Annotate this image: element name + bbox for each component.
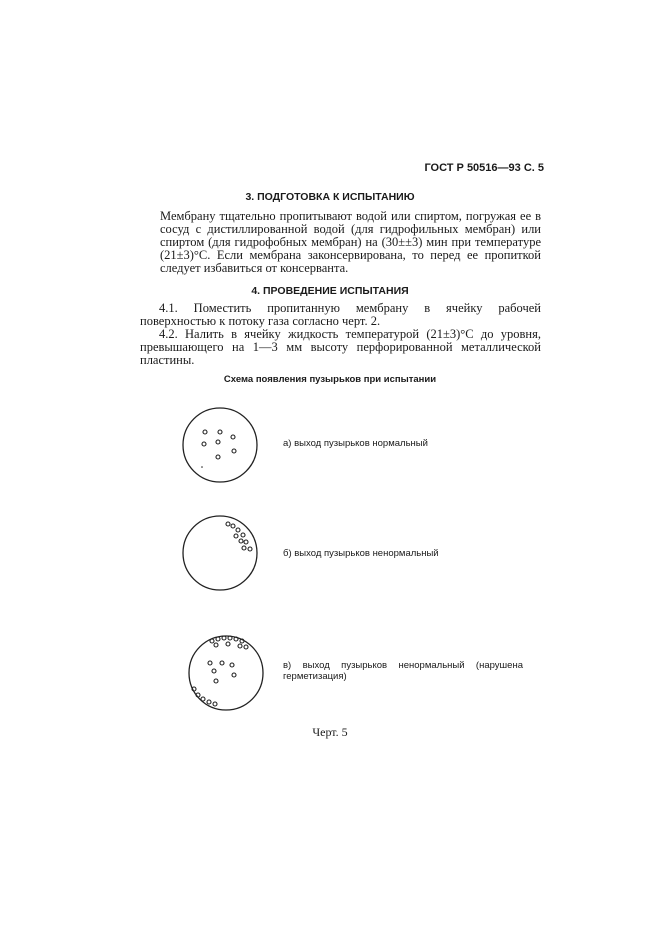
bubble (226, 522, 230, 526)
bubble (230, 663, 234, 667)
bubble-diagram-abnormal (180, 513, 260, 593)
bubble (231, 524, 235, 528)
bubbles-top-edge (210, 636, 248, 649)
bubble (238, 644, 242, 648)
section-4-paragraph-2: 4.2. Налить в ячейку жидкость температурой (21±3)°С до уровня, превышающего на 1—3 мм высоту перфорированной металлической пластины. (140, 327, 541, 367)
bubble (226, 642, 230, 646)
bubbles-normal (202, 430, 236, 459)
section-3-paragraph: Мембрану тщательно пропитывают водой или спиртом, погружая ее в сосуд с дистиллированной водой (для гидрофильных мембран) или спиртом (для гидрофобных мембран) на (30±±3) мин при температуре (21±3)°С. Если мембрана законсервирована, то перед ее пропиткой следует избавиться от консерванта. (160, 209, 541, 275)
bubbles-center (208, 661, 236, 683)
bubble (231, 435, 235, 439)
section-4-text (140, 302, 541, 367)
bubble (212, 669, 216, 673)
bubble (202, 442, 206, 446)
section-3-text (160, 210, 541, 275)
bubble (207, 700, 211, 704)
section-4-title: 4. ПРОВЕДЕНИЕ ИСПЫТАНИЯ (251, 285, 409, 297)
bubble (234, 534, 238, 538)
bubble (203, 430, 207, 434)
figure-caption: Схема появления пузырьков при испытании (223, 374, 437, 385)
bubble-diagram-normal (180, 405, 260, 485)
bubble (239, 539, 243, 543)
membrane-circle (183, 408, 257, 482)
bubble (244, 540, 248, 544)
membrane-circle (183, 516, 257, 590)
bubbles-edge-cluster (226, 522, 252, 551)
bubble (216, 455, 220, 459)
bubble-diagram-leak (186, 633, 266, 713)
section-3-title: 3. ПОДГОТОВКА К ИСПЫТАНИЮ (245, 191, 415, 203)
label-c: в) выход пузырьков ненормальный (нарушена герметизация) (283, 660, 523, 682)
bubble (220, 661, 224, 665)
membrane-circle (189, 636, 263, 710)
bubble (248, 547, 252, 551)
bubble (232, 673, 236, 677)
page-header: ГОСТ Р 50516—93 С. 5 (424, 162, 544, 174)
section-4-paragraph-1: 4.1. Поместить пропитанную мембрану в ячейку рабочей поверхностью к потоку газа согласно черт. 2. (140, 301, 541, 328)
label-a: а) выход пузырьков нормальный (283, 438, 428, 449)
bubble (214, 643, 218, 647)
speck (201, 466, 203, 468)
bubble (218, 430, 222, 434)
figure-number: Черт. 5 (312, 725, 348, 739)
bubble (208, 661, 212, 665)
bubble (216, 637, 220, 641)
bubble (232, 449, 236, 453)
bubble (216, 440, 220, 444)
bubble (236, 528, 240, 532)
label-b: б) выход пузырьков ненормальный (283, 548, 439, 559)
bubble (214, 679, 218, 683)
bubble (244, 645, 248, 649)
bubble (210, 639, 214, 643)
bubble (242, 546, 246, 550)
bubble (241, 533, 245, 537)
bubble (213, 702, 217, 706)
bubble (201, 697, 205, 701)
